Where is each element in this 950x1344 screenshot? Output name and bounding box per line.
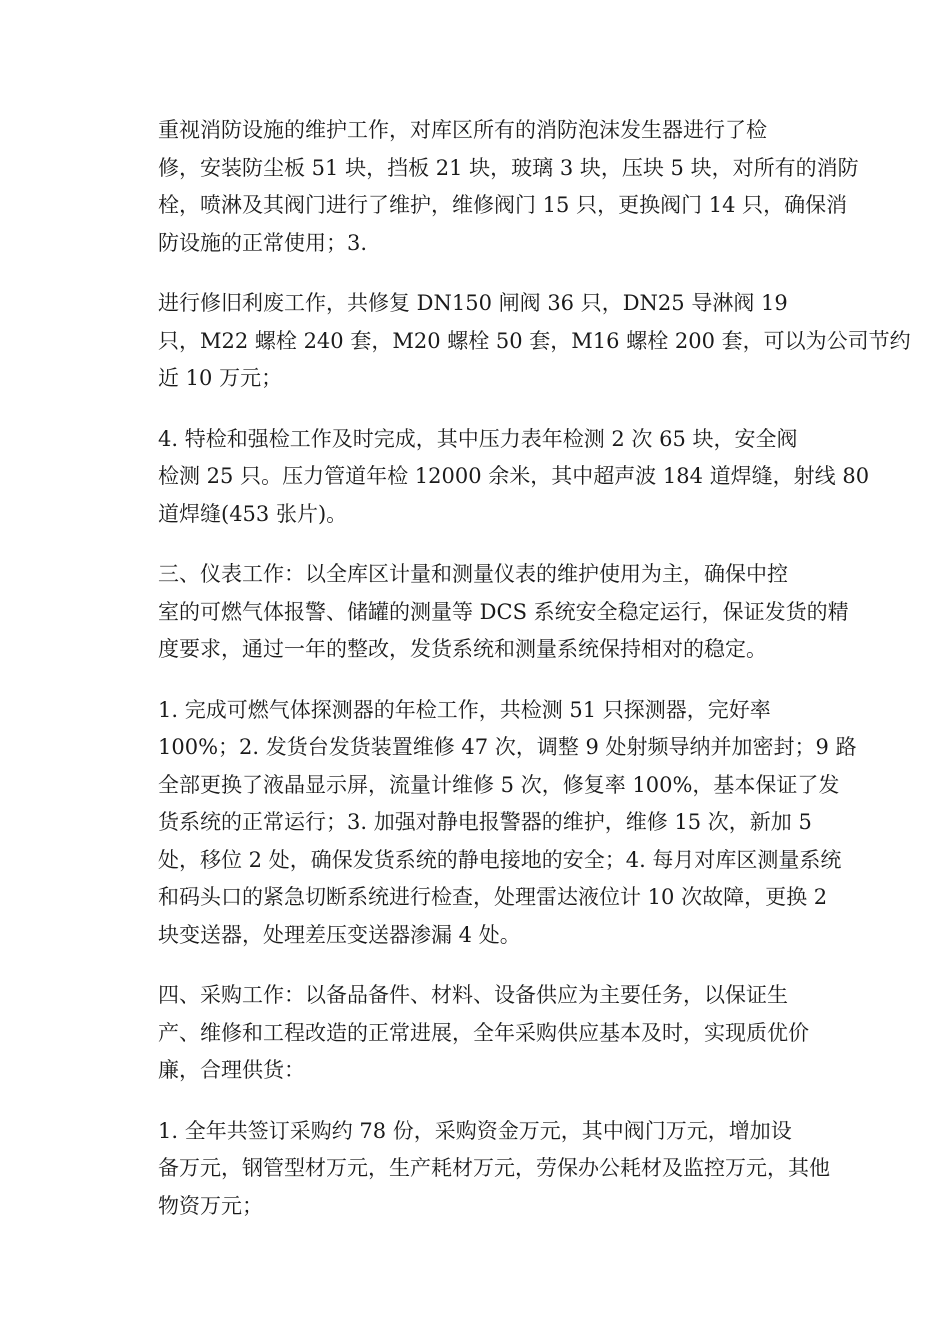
paragraph-fire-facilities [116,112,859,262]
text-line: 廉，合理供货： [158,1058,305,1082]
paragraph-inspection [116,421,870,534]
text-line: 防设施的正常使用；3. [158,230,368,255]
text-line: 产、维修和工程改造的正常进展，全年采购供应基本及时，实现质优价 [158,1020,809,1045]
text-line: 只，M22 螺栓 240 套，M20 螺栓 50 套，M16 螺栓 200 套，可以为公司节约 [158,328,911,353]
text-line: 进行修旧利废工作，共修复 DN150 闸阀 36 只，DN25 导淋阀 19 [158,291,788,315]
text-line: 检测 25 只。压力管道年检 12000 余米，其中超声波 184 道焊缝，射线 80 [158,464,870,488]
text-line: 修，安装防尘板 51 块，挡板 21 块，玻璃 3 块，压块 5 块，对所有的消防 [158,155,859,180]
text-line: 货系统的正常运行；3. 加强对静电报警器的维护，维修 15 次，新加 5 [158,810,812,834]
text-line: 栓，喷淋及其阀门进行了维护，维修阀门 15 只，更换阀门 14 只，确保消 [158,193,848,217]
text-line: 物资万元； [158,1193,263,1218]
text-line: 4. 特检和强检工作及时完成，其中压力表年检测 2 次 65 块，安全阀 [158,426,798,451]
text-line: 四、采购工作：以备品备件、材料、设备供应为主要任务，以保证生 [158,983,788,1007]
text-line: 100%；2. 发货台发货装置维修 47 次，调整 9 处射频导纳并加密封；9 路 [158,735,857,759]
text-line: 全部更换了液晶显示屏，流量计维修 5 次，修复率 100%，基本保证了发 [158,772,840,797]
paragraph-repair-reuse [116,285,911,398]
paragraph-instrument-work [116,556,849,669]
text-line: 室的可燃气体报警、储罐的测量等 DCS 系统安全稳定运行，保证发货的精 [158,599,849,624]
text-line: 1. 完成可燃气体探测器的年检工作，共检测 51 只探测器，完好率 [158,697,771,722]
text-line: 1. 全年共签订采购约 78 份，采购资金万元，其中阀门万元，增加设 [158,1118,792,1143]
paragraph-instrument-details [116,692,857,955]
text-line: 备万元，钢管型材万元，生产耗材万元，劳保办公耗材及监控万元，其他 [158,1156,830,1180]
paragraph-procurement [116,977,834,1090]
text-line: 重视消防设施的维护工作，对库区所有的消防泡沫发生器进行了检 [158,118,767,142]
text-line: 近 10 万元； [158,366,283,390]
text-line: 和码头口的紧急切断系统进行检查，处理雷达液位计 10 次故障，更换 2 [158,885,828,909]
paragraph-procurement-details [116,1113,834,1226]
text-line: 块变送器，处理差压变送器渗漏 4 处。 [158,922,521,947]
text-line: 处，移位 2 处，确保发货系统的静电接地的安全；4. 每月对库区测量系统 [158,847,842,872]
text-line: 道焊缝(453 张片)。 [158,501,348,526]
text-line: 三、仪表工作：以全库区计量和测量仪表的维护使用为主，确保中控 [158,562,788,586]
text-line: 度要求，通过一年的整改，发货系统和测量系统保持相对的稳定。 [158,637,767,661]
